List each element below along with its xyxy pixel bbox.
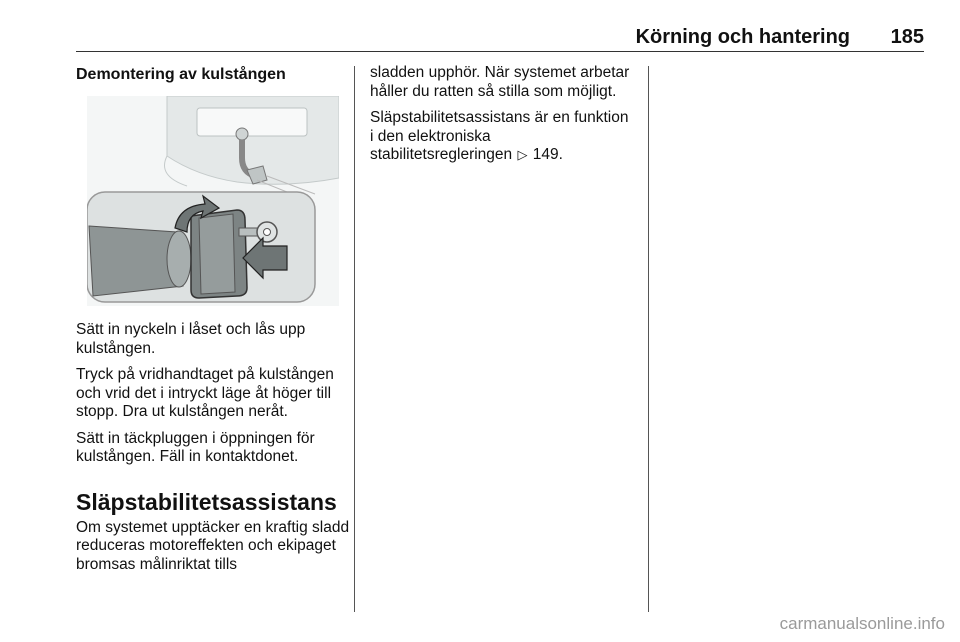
paragraph: Tryck på vridhandtaget på kulstången och vrid det i intryckt läge åt höger till stopp. Dra ut kulstången neråt.	[76, 366, 334, 420]
section-heading: Släpstabilitetsassistans	[76, 488, 337, 515]
paragraph-text: Släpstabilitetsassistans är en funktion i den elektroniska stabilitetsregleringen	[370, 109, 629, 163]
page-header-title: Körning och hantering	[635, 26, 850, 48]
subheading: Demontering av kulstången	[76, 66, 286, 83]
watermark: carmanualsonline.info	[779, 614, 945, 633]
paragraph: Om systemet upptäcker en kraftig sladd reduceras motoreffekten och ekipaget bromsas målinriktat tills	[76, 518, 350, 573]
right-column	[370, 64, 635, 173]
chevron-right-icon: ▷	[517, 147, 528, 162]
left-column	[76, 64, 351, 573]
header-rule	[76, 51, 924, 52]
left-text-block	[76, 321, 356, 582]
paragraph: Sätt in nyckeln i låset och lås upp kulstången.	[76, 321, 306, 357]
paragraph	[370, 109, 635, 165]
towbar-removal-illustration	[87, 96, 339, 306]
paragraph: sladden upphör. När systemet arbetar håller du ratten så stilla som möjligt.	[370, 64, 630, 100]
page-number: 185	[890, 26, 924, 48]
page-reference: 149.	[532, 146, 563, 163]
column-divider-right	[648, 66, 649, 612]
paragraph: Sätt in täckpluggen i öppningen för kulstången. Fäll in kontaktdonet.	[76, 429, 315, 465]
